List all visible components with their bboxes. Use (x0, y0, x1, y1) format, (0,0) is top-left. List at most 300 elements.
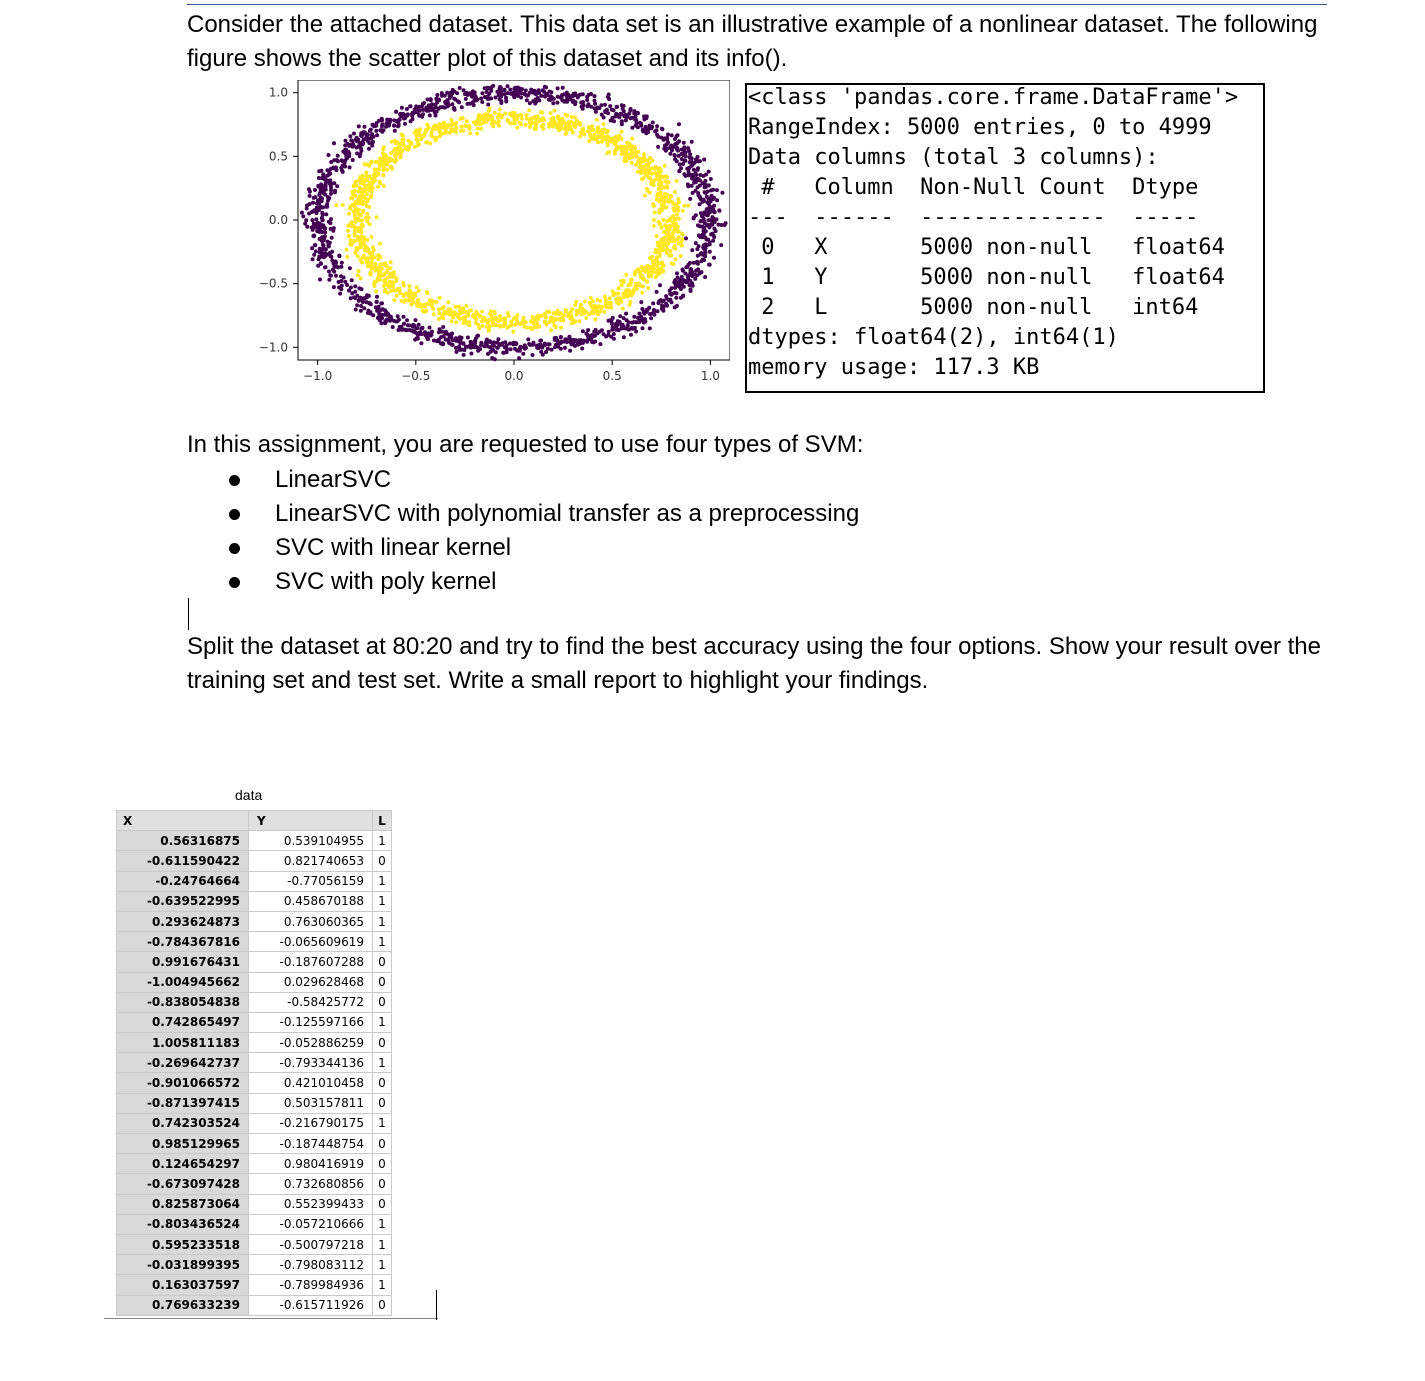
scatter-point (659, 197, 663, 201)
scatter-point (468, 124, 472, 128)
scatter-point (660, 226, 664, 230)
scatter-point (598, 342, 602, 346)
scatter-point (450, 118, 454, 122)
scatter-point (673, 190, 677, 194)
scatter-point (550, 348, 554, 352)
scatter-point (408, 288, 412, 292)
cell-y: 0.732680856 (249, 1174, 373, 1194)
table-row (117, 1194, 392, 1214)
scatter-point (554, 343, 558, 347)
scatter-point (320, 205, 324, 209)
scatter-point (614, 148, 618, 152)
scatter-point (375, 121, 379, 125)
scatter-point (343, 165, 347, 169)
cell-x: -1.004945662 (117, 972, 249, 992)
scatter-point (641, 129, 645, 133)
scatter-point (535, 344, 539, 348)
scatter-point (688, 197, 692, 201)
scatter-point (690, 173, 694, 177)
scatter-point (440, 341, 444, 345)
bullet-icon (229, 509, 240, 520)
scatter-point (455, 350, 459, 354)
scatter-point (511, 330, 515, 334)
scatter-point (685, 265, 689, 269)
scatter-point (466, 322, 470, 326)
scatter-point (640, 316, 644, 320)
scatter-point (708, 263, 712, 267)
scatter-point (671, 207, 675, 211)
cell-x: 0.595233518 (117, 1234, 249, 1254)
scatter-point (655, 133, 659, 137)
scatter-point (421, 326, 425, 330)
scatter-point (599, 130, 603, 134)
scatter-point (523, 347, 527, 351)
cell-x: 0.985129965 (117, 1134, 249, 1154)
scatter-point (482, 318, 486, 322)
scatter-point (498, 324, 502, 328)
scatter-point (497, 120, 501, 124)
scatter-point (715, 198, 719, 202)
scatter-point (389, 260, 393, 264)
scatter-point (616, 292, 620, 296)
scatter-point (417, 331, 421, 335)
scatter-point (314, 217, 318, 221)
cell-l: 1 (373, 1275, 392, 1295)
scatter-point (569, 128, 573, 132)
column-header-x: X (117, 811, 249, 831)
scatter-point (469, 342, 473, 346)
scatter-point (582, 133, 586, 137)
scatter-point (495, 341, 499, 345)
table-row (117, 891, 392, 911)
scatter-point (430, 102, 434, 106)
scatter-point (448, 96, 452, 100)
scatter-point (509, 347, 513, 351)
scatter-point (666, 133, 670, 137)
scatter-point (368, 129, 372, 133)
scatter-point (326, 179, 330, 183)
scatter-point (652, 313, 656, 317)
scatter-point (675, 271, 679, 275)
scatter-point (378, 156, 382, 160)
scatter-point (652, 204, 656, 208)
scatter-point (338, 292, 342, 296)
scatter-point (640, 307, 644, 311)
scatter-point (357, 124, 361, 128)
scatter-point (486, 86, 490, 90)
scatter-point (358, 218, 362, 222)
scatter-point (423, 131, 427, 135)
scatter-point (351, 203, 355, 207)
cell-y: -0.789984936 (249, 1275, 373, 1295)
scatter-point (712, 196, 716, 200)
scatter-point (612, 292, 616, 296)
scatter-point (554, 312, 558, 316)
scatter-point (409, 119, 413, 123)
scatter-point (492, 340, 496, 344)
scatter-point (655, 124, 659, 128)
scatter-point (656, 145, 660, 149)
scatter-point (378, 255, 382, 259)
cell-l: 0 (373, 1174, 392, 1194)
scatter-point (596, 134, 600, 138)
scatter-point (702, 243, 706, 247)
scatter-point (564, 132, 568, 136)
cell-x: 0.742865497 (117, 1012, 249, 1032)
scatter-point (580, 347, 584, 351)
scatter-point (358, 194, 362, 198)
scatter-point (667, 240, 671, 244)
scatter-point (475, 132, 479, 136)
scatter-point (354, 201, 358, 205)
scatter-point (451, 338, 455, 342)
scatter-point (621, 152, 625, 156)
cell-l: 0 (373, 1295, 392, 1315)
scatter-point (382, 173, 386, 177)
scatter-point (348, 165, 352, 169)
scatter-point (591, 299, 595, 303)
scatter-point (325, 168, 329, 172)
y-tick-label: −0.5 (258, 276, 288, 291)
scatter-point (602, 122, 606, 126)
scatter-point (474, 99, 478, 103)
scatter-point (504, 100, 508, 104)
scatter-point (543, 312, 547, 316)
scatter-point (645, 280, 649, 284)
scatter-point (345, 283, 349, 287)
scatter-point (698, 196, 702, 200)
scatter-point (613, 139, 617, 143)
scatter-point (386, 124, 390, 128)
scatter-point (305, 225, 309, 229)
scatter-point (353, 214, 357, 218)
cell-l: 0 (373, 972, 392, 992)
scatter-point (423, 333, 427, 337)
scatter-point (363, 255, 367, 259)
cell-x: -0.784367816 (117, 932, 249, 952)
scatter-point (372, 284, 376, 288)
x-axis-ticks (303, 360, 720, 383)
scatter-point (315, 209, 319, 213)
scatter-point (712, 227, 716, 231)
scatter-point (609, 335, 613, 339)
scatter-point (541, 123, 545, 127)
scatter-point (607, 330, 611, 334)
scatter-point (621, 307, 625, 311)
scatter-point (603, 103, 607, 107)
scatter-point (680, 240, 684, 244)
scatter-point (673, 281, 677, 285)
scatter-point (637, 283, 641, 287)
scatter-point (640, 291, 644, 295)
scatter-point (460, 105, 464, 109)
cell-l: 1 (373, 871, 392, 891)
scatter-point (644, 163, 648, 167)
scatter-point (652, 218, 656, 222)
scatter-point (657, 182, 661, 186)
scatter-point (396, 314, 400, 318)
scatter-point (416, 141, 420, 145)
scatter-point (314, 249, 318, 253)
scatter-point (313, 243, 317, 247)
scatter-point (491, 84, 495, 88)
scatter-point (380, 117, 384, 121)
scatter-point (534, 92, 538, 96)
scatter-point (371, 123, 375, 127)
scatter-point (674, 247, 678, 251)
cell-l: 0 (373, 992, 392, 1012)
scatter-point (337, 254, 341, 258)
scatter-point (502, 88, 506, 92)
scatter-point (567, 312, 571, 316)
scatter-point (365, 212, 369, 216)
scatter-point (640, 274, 644, 278)
scatter-point (544, 316, 548, 320)
scatter-point (514, 342, 518, 346)
scatter-point (425, 291, 429, 295)
scatter-point (612, 108, 616, 112)
scatter-point (428, 113, 432, 117)
scatter-point (675, 238, 679, 242)
scatter-point (623, 159, 627, 163)
scatter-point (654, 258, 658, 262)
scatter-point (664, 149, 668, 153)
cell-y: 0.539104955 (249, 831, 373, 851)
scatter-point (679, 254, 683, 258)
scatter-point (614, 115, 618, 119)
scatter-point (393, 153, 397, 157)
scatter-point (318, 278, 322, 282)
scatter-point (348, 207, 352, 211)
scatter-point (348, 266, 352, 270)
table-row (117, 1174, 392, 1194)
scatter-point (384, 310, 388, 314)
scatter-point (683, 204, 687, 208)
scatter-point (524, 123, 528, 127)
scatter-point (415, 302, 419, 306)
scatter-point (660, 262, 664, 266)
scatter-point (508, 88, 512, 92)
scatter-point (410, 142, 414, 146)
scatter-point (628, 300, 632, 304)
scatter-point (645, 187, 649, 191)
scatter-point (385, 282, 389, 286)
scatter-point (382, 262, 386, 266)
scatter-point (640, 165, 644, 169)
scatter-point (433, 300, 437, 304)
scatter-point (366, 256, 370, 260)
scatter-point (659, 241, 663, 245)
scatter-point (667, 180, 671, 184)
x-tick-label: 1.0 (700, 369, 720, 383)
scatter-point (394, 279, 398, 283)
scatter-point (400, 299, 404, 303)
scatter-point (558, 341, 562, 345)
scatter-point (573, 344, 577, 348)
scatter-point (711, 188, 715, 192)
scatter-point (358, 154, 362, 158)
scatter-point (380, 301, 384, 305)
scatter-point (417, 114, 421, 118)
scatter-point (450, 319, 454, 323)
scatter-point (593, 317, 597, 321)
cell-x: 0.56316875 (117, 831, 249, 851)
scatter-point (719, 243, 723, 247)
scatter-point (702, 253, 706, 257)
scatter-point (472, 103, 476, 107)
scatter-point (512, 317, 516, 321)
scatter-point (348, 143, 352, 147)
scatter-point (330, 259, 334, 263)
scatter-point (515, 321, 519, 325)
cell-y: 0.029628468 (249, 972, 373, 992)
text-cursor (436, 1290, 437, 1320)
table-row (117, 1214, 392, 1234)
scatter-point (543, 320, 547, 324)
scatter-point (359, 309, 363, 313)
scatter-point (400, 106, 404, 110)
scatter-point (586, 104, 590, 108)
scatter-point (608, 301, 612, 305)
scatter-point (321, 186, 325, 190)
scatter-point (442, 305, 446, 309)
scatter-point (630, 278, 634, 282)
scatter-point (461, 129, 465, 133)
scatter-point (641, 326, 645, 330)
scatter-point (619, 145, 623, 149)
scatter-point (624, 312, 628, 316)
scatter-point (347, 212, 351, 216)
scatter-point (696, 254, 700, 258)
scatter-point (657, 174, 661, 178)
scatter-point (474, 321, 478, 325)
scatter-point (585, 98, 589, 102)
scatter-point (642, 171, 646, 175)
scatter-point (692, 168, 696, 172)
scatter-point (521, 352, 525, 356)
scatter-point (382, 154, 386, 158)
scatter-point (434, 105, 438, 109)
scatter-point (613, 152, 617, 156)
scatter-point (650, 180, 654, 184)
cell-y: 0.458670188 (249, 891, 373, 911)
scatter-point (481, 118, 485, 122)
bullet-icon (229, 475, 240, 486)
y-tick-label: 0.5 (268, 149, 288, 164)
scatter-point (673, 257, 677, 261)
scatter-point (675, 291, 679, 295)
scatter-point (399, 114, 403, 118)
scatter-point (504, 96, 508, 100)
scatter-point (551, 125, 555, 129)
cell-x: 0.991676431 (117, 952, 249, 972)
scatter-point (379, 308, 383, 312)
scatter-point (500, 116, 504, 120)
scatter-point (385, 168, 389, 172)
cell-y: 0.421010458 (249, 1073, 373, 1093)
scatter-point (447, 339, 451, 343)
scatter-point (365, 192, 369, 196)
cell-l: 1 (373, 1113, 392, 1133)
scatter-point (318, 226, 322, 230)
scatter-point (627, 320, 631, 324)
scatter-point (351, 158, 355, 162)
scatter-point (353, 284, 357, 288)
scatter-point (359, 245, 363, 249)
scatter-point (388, 316, 392, 320)
scatter-point (438, 105, 442, 109)
scatter-point (707, 183, 711, 187)
scatter-point (362, 138, 366, 142)
scatter-point (466, 345, 470, 349)
scatter-point (391, 325, 395, 329)
scatter-point (477, 326, 481, 330)
scatter-point (574, 338, 578, 342)
scatter-point (692, 216, 696, 220)
scatter-point (614, 323, 618, 327)
scatter-point (392, 288, 396, 292)
cell-x: -0.871397415 (117, 1093, 249, 1113)
cell-x: 0.742303524 (117, 1113, 249, 1133)
scatter-point (632, 315, 636, 319)
scatter-point (316, 185, 320, 189)
scatter-point (456, 339, 460, 343)
scatter-point (380, 267, 384, 271)
scatter-point (366, 247, 370, 251)
scatter-point (421, 112, 425, 116)
scatter-point (549, 328, 553, 332)
scatter-point (413, 292, 417, 296)
scatter-point (687, 167, 691, 171)
scatter-point (330, 236, 334, 240)
scatter-point (541, 127, 545, 131)
scatter-point (629, 333, 633, 337)
scatter-point (693, 277, 697, 281)
scatter-point (443, 310, 447, 314)
cell-l: 1 (373, 891, 392, 911)
cell-x: -0.24764664 (117, 871, 249, 891)
scatter-point (450, 91, 454, 95)
scatter-point (469, 352, 473, 356)
scatter-point (445, 123, 449, 127)
scatter-point (491, 124, 495, 128)
scatter-point (539, 110, 543, 114)
scatter-point (375, 295, 379, 299)
scatter-point (463, 316, 467, 320)
scatter-point (485, 90, 489, 94)
scatter-point (639, 300, 643, 304)
scatter-point (606, 143, 610, 147)
scatter-point (377, 180, 381, 184)
scatter-point (663, 206, 667, 210)
scatter-point (702, 199, 706, 203)
scatter-point (698, 271, 702, 275)
scatter-point (363, 184, 367, 188)
scatter-point (370, 160, 374, 164)
table-underline (104, 1318, 438, 1319)
scatter-point (543, 342, 547, 346)
scatter-point (640, 160, 644, 164)
scatter-point (513, 86, 517, 90)
scatter-point (383, 319, 387, 323)
scatter-point (417, 323, 421, 327)
scatter-point (559, 127, 563, 131)
scatter-point (618, 297, 622, 301)
x-tick-label: 0.0 (504, 369, 524, 383)
table-row (117, 871, 392, 891)
scatter-point (590, 124, 594, 128)
scatter-point (493, 312, 497, 316)
